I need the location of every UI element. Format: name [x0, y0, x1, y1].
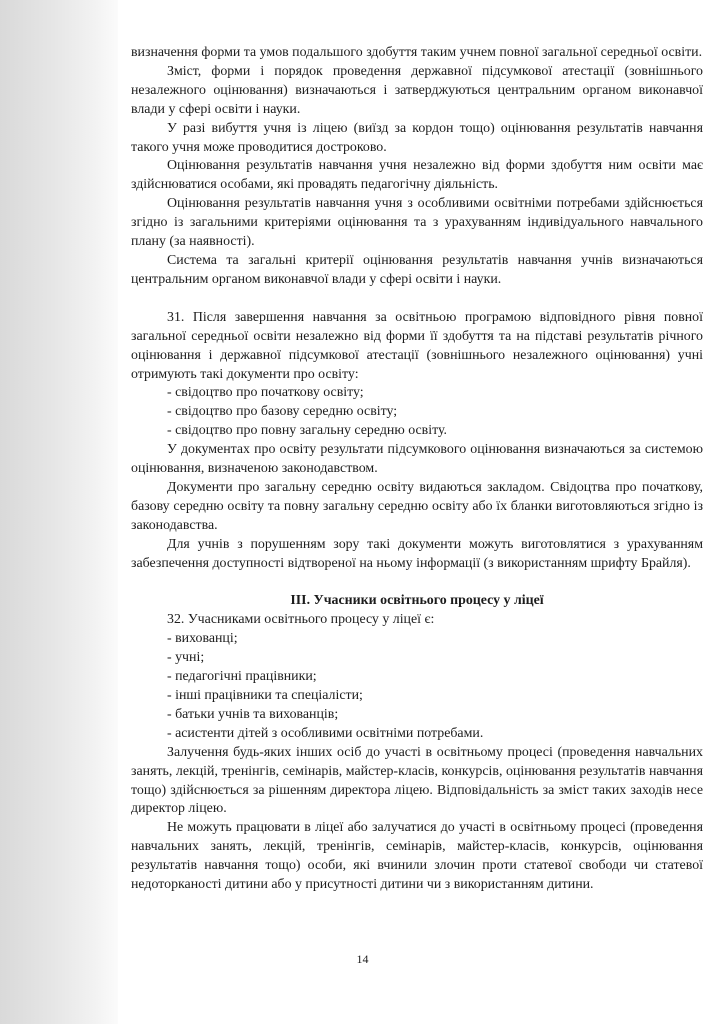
scan-shadow-gutter — [0, 0, 118, 1024]
paragraph-attestation: Зміст, форми і порядок проведення державної підсумкової атестації (зовнішнього незалежного оцінювання) визначаються і затверджуються центральним органом виконавчої влади у сфері освіти і науки. — [131, 63, 703, 117]
list-item: - батьки учнів та вихованців; — [167, 706, 339, 722]
paragraph-continuation: визначення форми та умов подальшого здобуття таким учнем повної загальної середньої освіти. — [131, 45, 703, 60]
list-item: - інші працівники та спеціалісти; — [167, 688, 363, 703]
document-page-body — [131, 44, 703, 895]
paragraph-prohibition: Не можуть працювати в ліцеї або залучатися до участі в освітньому процесі (проведення навчальних занять, лекцій, тренінгів, семінарів, майстер-класів, конкурсів, оцінювання результатів навчання тощо) особи, які вчинили злочин проти статевої свободи чи статевої недоторканості дитини або у присутності дитини чи з використанням дитини. — [131, 820, 703, 893]
paragraph-external-persons: Залучення будь-яких інших осіб до участі в освітньому процесі (проведення навчальних занять, лекцій, тренінгів, семінарів, майстер-класів, конкурсів, оцінювання результатів навчання тощо) здійснюється за рішенням директора ліцею. Відповідальність за зміст таких заходів несе директор ліцею. — [131, 744, 703, 817]
page-number: 14 — [356, 952, 369, 966]
list-item: - свідоцтво про базову середню освіту; — [167, 404, 398, 420]
paragraph-early-assessment: У разі вибуття учня із ліцею (виїзд за кордон тощо) оцінювання результатів навчання такого учня може проводитися достроково. — [131, 120, 703, 155]
paragraph-braille: Для учнів з порушенням зору такі документи можуть виготовлятися з урахуванням забезпечення доступності відтвореної на ньому інформації (з використанням шрифту Брайля). — [131, 536, 703, 571]
paragraph-documents-results: У документах про освіту результати підсумкового оцінювання визначаються за системою оцінювання, визначеною законодавством. — [131, 442, 703, 477]
section-heading: III. Учасники освітнього процесу у ліцеї — [290, 593, 544, 609]
paragraph-32: 32. Учасниками освітнього процесу у ліцеї є: — [167, 612, 435, 628]
paragraph-assessors: Оцінювання результатів навчання учня незалежно від форми здобуття ним освіти має здійснюватися особами, які провадять педагогічну діяльність. — [131, 158, 703, 193]
list-item: - свідоцтво про повну загальну середню освіту. — [167, 423, 447, 439]
paragraph-special-needs: Оцінювання результатів навчання учня з особливими освітніми потребами здійснюється згідно із загальними критеріями оцінювання та з урахуванням індивідуального навчального плану (за наявності). — [131, 196, 703, 250]
paragraph-documents-issued: Документи про загальну середню освіту видаються закладом. Свідоцтва про початкову, базову середню освіту та повну загальну середню освіту або їх бланки виготовляються згідно із законодавства. — [131, 479, 703, 533]
certificate-list — [131, 384, 703, 441]
list-item: - педагогічні працівники; — [167, 669, 317, 685]
participants-list — [131, 630, 703, 743]
paragraph-assessment-system: Система та загальні критерії оцінювання результатів навчання учнів визначаються центральним органом виконавчої влади у сфері освіти і науки. — [131, 252, 703, 287]
list-item: - асистенти дітей з особливими освітніми потребами. — [167, 725, 484, 741]
list-item: - свідоцтво про початкову освіту; — [167, 385, 364, 401]
list-item: - учні; — [167, 650, 205, 666]
paragraph-31: 31. Після завершення навчання за освітньою програмою відповідного рівня повної загальної середньої освіти незалежно від форми її здобуття та на підставі результатів річного оцінювання і державної підсумкової атестації (зовнішнього незалежного оцінювання) учні отримують такі документи про освіту: — [131, 309, 703, 382]
list-item: - вихованці; — [167, 631, 238, 647]
